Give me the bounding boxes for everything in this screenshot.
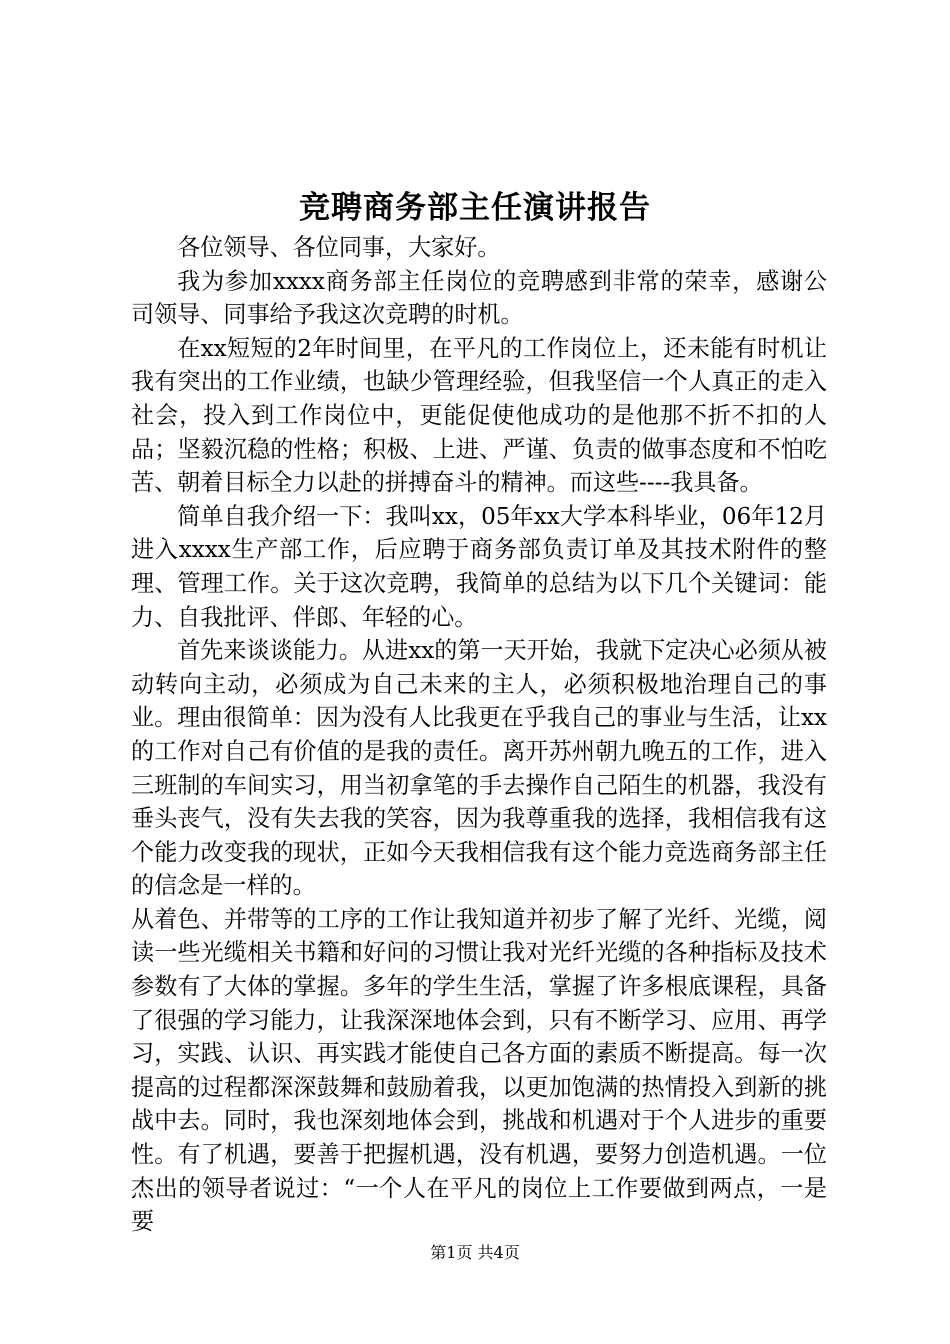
page-footer: 第1页 共4页 [430, 1243, 520, 1262]
paragraph-greeting: 各位领导、各位同事，大家好。 [177, 235, 501, 261]
paragraph-experience: 在xx短短的2年时间里，在平凡的工作岗位上，还未能有时机让我有突出的工作业绩，也缺少管理经验，但我坚信一个人真正的走入社会，投入到工作岗位中，更能促使他成功的是他那不折不扣的人品；坚毅沉稳的性格；积极、上进、严谨、负责的做事态度和不怕吃苦、朝着目标全力以赴的拼搏奋斗的精神。而这些----我具备。 [131, 335, 827, 497]
document-body [131, 232, 827, 1240]
paragraph-continuation: 从着色、并带等的工序的工作让我知道并初步了解了光纤、光缆，阅读一些光缆相关书籍和好问的习惯让我对光纤光缆的各种指标及技术参数有了大体的掌握。多年的学生生活，掌握了许多根底课程，具备了很强的学习能力，让我深深地体会到，只有不断学习、应用、再学习，实践、认识、再实践才能使自己各方面的素质不断提高。每一次提高的过程都深深鼓舞和鼓励着我，以更加饱满的热情投入到新的挑战中去。同时，我也深刻地体会到，挑战和机遇对于个人进步的重要性。有了机遇，要善于把握机遇，没有机遇，要努力创造机遇。一位杰出的领导者说过：“一个人在平凡的岗位上工作要做到两点，一是要 [131, 906, 827, 1236]
page-title: 竞聘商务部主任演讲报告 [299, 190, 651, 226]
paragraph-intro: 我为参加xxxx商务部主任岗位的竞聘感到非常的荣幸，感谢公司领导、同事给予我这次竞聘的时机。 [131, 268, 827, 329]
paragraph-self-introduction: 简单自我介绍一下：我叫xx，05年xx大学本科毕业，06年12月进入xxxx生产部工作，后应聘于商务部负责订单及其技术附件的整理、管理工作。关于这次竞聘，我简单的总结为以下几个关键词：能力、自我批评、伴郎、年轻的心。 [131, 503, 827, 631]
paragraph-ability: 首先来谈谈能力。从进xx的第一天开始，我就下定决心必须从被动转向主动，必须成为自己未来的主人，必须积极地治理自己的事业。理由很简单：因为没有人比我更在乎我自己的事业与生活，让xx的工作对自己有价值的是我的责任。离开苏州朝九晚五的工作，进入三班制的车间实习，用当初拿笔的手去操作自己陌生的机器，我没有垂头丧气，没有失去我的笑容，因为我尊重我的选择，我相信我有这个能力改变我的现状，正如今天我相信我有这个能力竞选商务部主任的信念是一样的。 [131, 638, 827, 900]
